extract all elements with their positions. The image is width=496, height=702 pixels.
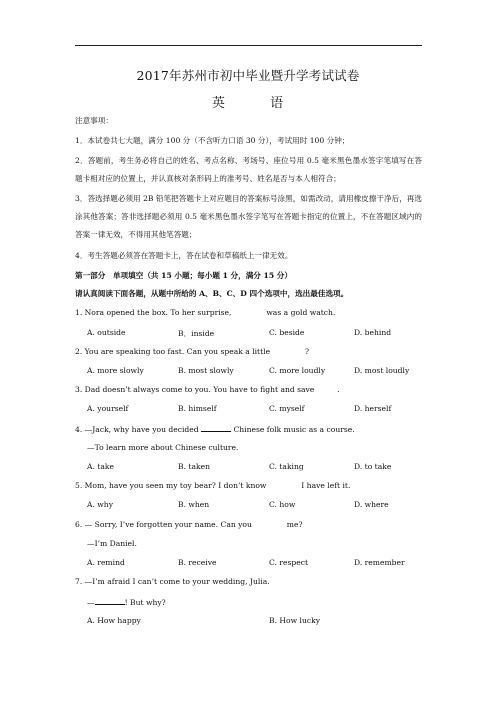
question-7-response: — ! But why? xyxy=(87,598,166,607)
question-1-stem: 1. Nora opened the box. To her surprise, was a gold watch. xyxy=(75,308,336,317)
section-heading: 第一部分 单项填空（共 15 小题；每小题 1 分，满分 15 分） xyxy=(75,271,292,280)
answer-blank xyxy=(234,308,264,315)
question-1-option-d: D. behind xyxy=(354,328,392,337)
notice-item-2: 2．答题前，考生务必将自己的姓名、考点名称、考场号、座位号用 0.5 毫米黑色墨水签字笔填写在答题卡相对应的位置上，并认真核对条形码上的准考号、姓名是否与本人相符合； xyxy=(75,156,422,183)
question-5-option-a: A. why xyxy=(87,500,113,509)
question-1-option-b: B．inside xyxy=(178,329,215,338)
question-6-response: —I’m Daniel. xyxy=(87,539,137,548)
answer-blank xyxy=(269,481,299,488)
answer-blank xyxy=(273,347,303,354)
question-3-stem: 3. Dad doesn’t always come to you. You have to fight and save . xyxy=(75,385,340,394)
question-3-option-c: C. myself xyxy=(269,404,305,413)
section-instruction: 请认真阅读下面各题，从题中所给的 A、B、C、D 四个选项中，选出最佳选项。 xyxy=(75,289,349,298)
answer-blank xyxy=(95,597,125,605)
question-4-stem: 4. —Jack, why have you decided Chinese folk music as a course. xyxy=(75,425,355,434)
question-4-option-b: B. taken xyxy=(178,462,210,471)
header-rule xyxy=(75,45,422,46)
subject-char-2: 语 xyxy=(270,96,285,111)
notice-item-4: 4．考生答题必须答在答题卡上，答在试卷和草稿纸上一律无效。 xyxy=(75,251,293,260)
question-5-option-d: D. where xyxy=(354,500,389,509)
question-6-option-b: B. receive xyxy=(178,558,217,567)
notice-item-1: 1．本试卷共七大题，满分 100 分（不含听力口语 30 分），考试用时 100 分钟； xyxy=(75,136,350,145)
question-5-stem: 5. Mom, have you seen my toy bear? I don’t know I have left it. xyxy=(75,481,351,490)
question-6-option-c: C. respect xyxy=(269,558,309,567)
question-4-response: —To learn more about Chinese culture. xyxy=(87,443,239,452)
notice-item-3: 3．答选择题必须用 2B 铅笔把答题卡上对应题目的答案标号涂黑，如需改动，请用橡皮擦干净后，再选涂其他答案；答非选择题必须用 0.5 毫米黑色墨水签字笔写在答题卡指定的位置上，不在答题区域内的答案一律无效，不得用其他笔答题； xyxy=(75,194,422,239)
question-2-stem: 2. You are speaking too fast. Can you speak a little ? xyxy=(75,347,310,356)
question-3-option-a: A. yourself xyxy=(87,404,129,413)
question-4-option-a: A. take xyxy=(87,462,114,471)
answer-blank xyxy=(254,520,284,527)
answer-blank xyxy=(317,385,335,392)
question-6-option-a: A. remind xyxy=(87,558,125,567)
question-4-option-d: D. to take xyxy=(354,462,392,471)
question-2-option-b: B. most slowly xyxy=(178,366,234,375)
question-3-option-d: D. herself xyxy=(354,404,392,413)
question-5-option-b: B. when xyxy=(178,500,210,509)
question-6-stem: 6. — Sorry, I’ve forgotten your name. Can you me? xyxy=(75,520,303,529)
question-7-stem: 7. —I’m afraid I can’t come to your wedding, Julia. xyxy=(75,577,270,586)
subject-title xyxy=(0,92,496,111)
question-5-option-c: C. how xyxy=(269,500,296,509)
question-2-option-a: A. more slowly xyxy=(87,366,144,375)
notice-heading: 注意事项： xyxy=(75,116,113,125)
subject-char-1: 英 xyxy=(211,96,226,111)
question-7-option-b: B. How lucky xyxy=(269,616,320,625)
exam-title: 2017年苏州市初中毕业暨升学考试试卷 xyxy=(136,68,360,83)
question-2-option-d: D. most loudly xyxy=(354,366,410,375)
question-1-option-c: C. beside xyxy=(269,328,305,337)
answer-blank xyxy=(201,424,231,432)
question-1-option-a: A. outside xyxy=(87,328,126,337)
question-4-option-c: C. taking xyxy=(269,462,304,471)
question-2-option-c: C. more loudly xyxy=(269,366,326,375)
question-7-option-a: A. How happy xyxy=(87,616,141,625)
question-6-option-d: D. remember xyxy=(354,558,405,567)
question-3-option-b: B. himself xyxy=(178,404,217,413)
